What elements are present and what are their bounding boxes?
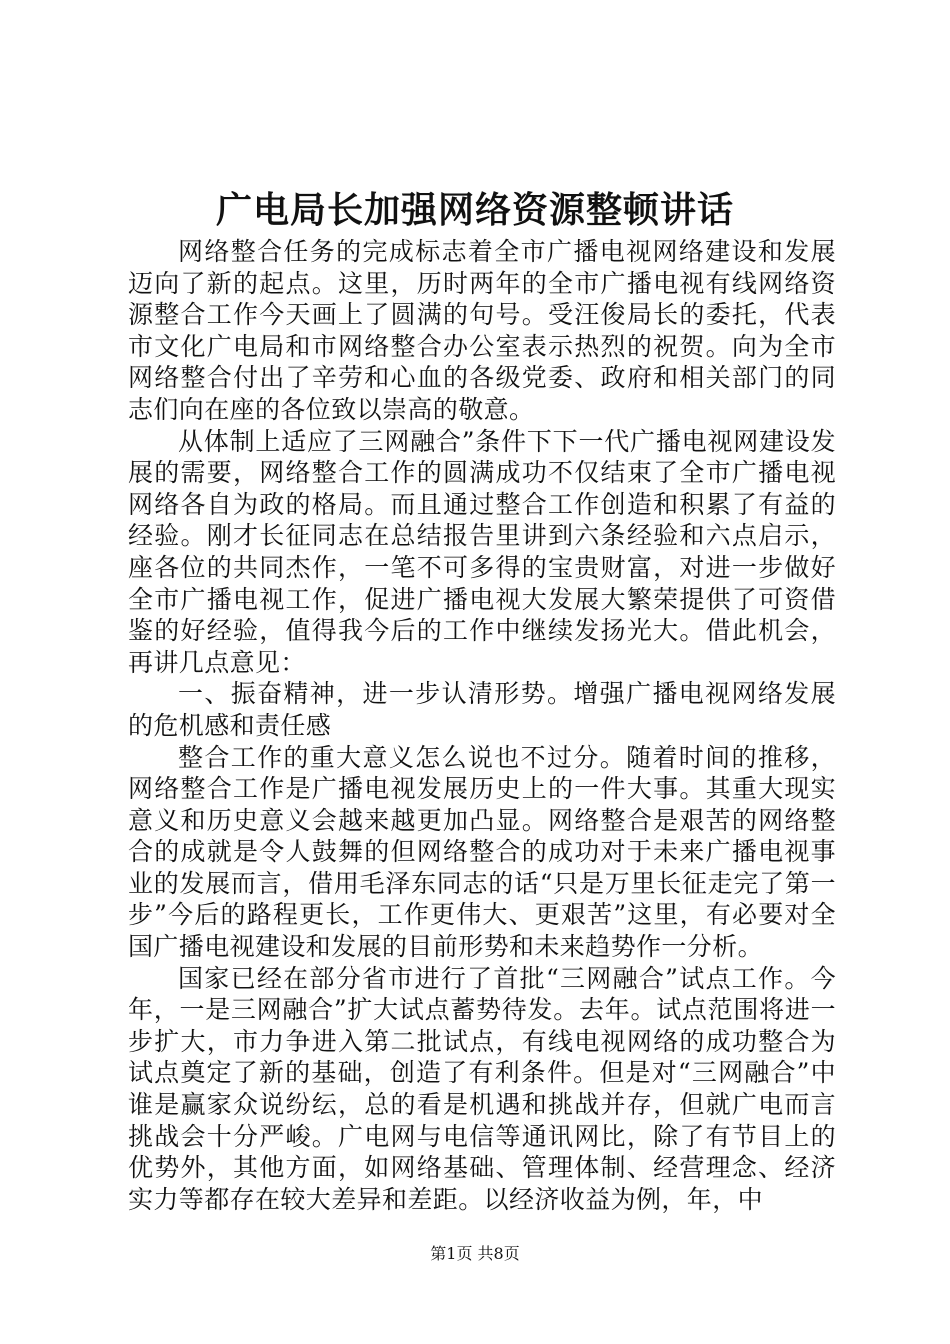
paragraph-3: 整合工作的重大意义怎么说也不过分。随着时间的推移，网络整合工作是广播电视发展历史上的一件大事。其重大现实意义和历史意义会越来越更加凸显。网络整合是艰苦的网络整合的成就是令人鼓舞的但网络整合的成功对于未来广播电视事业的发展而言，借用毛泽东同志的话“只是万里长征走完了第一步”今后的路程更长，工作更伟大、更艰苦”这里，有必要对全国广播电视建设和发展的目前形势和未来趋势作一分析。: [128, 742, 836, 962]
document-title: 广电局长加强网络资源整顿讲话: [215, 189, 734, 231]
document-body: [128, 236, 836, 1215]
paragraph-1: 网络整合任务的完成标志着全市广播电视网络建设和发展迈向了新的起点。这里，历时两年的全市广播电视有线网络资源整合工作今天画上了圆满的句号。受汪俊局长的委托，代表市文化广电局和市网络整合办公室表示热烈的祝贺。向为全市网络整合付出了辛劳和心血的各级党委、政府和相关部门的同志们向在座的各位致以崇高的敬意。: [128, 237, 836, 424]
section-heading-1: 一、振奋精神，进一步认清形势。增强广播电视网络发展的危机感和责任感: [128, 679, 836, 740]
paragraph-4: 国家已经在部分省市进行了首批“三网融合”试点工作。今年，一是三网融合”扩大试点蓄势待发。去年。试点范围将进一步扩大，市力争进入第二批试点，有线电视网络的成功整合为试点奠定了新的基础，创造了有利条件。但是对“三网融合”中谁是赢家众说纷纭，总的看是机遇和挑战并存，但就广电而言挑战会十分严峻。广电网与电信等通讯网比，除了有节目上的优势外，其他方面，如网络基础、管理体制、经营理念、经济实力等都存在较大差异和差距。以经济收益为例，年，中: [128, 963, 836, 1214]
paragraph-2: 从体制上适应了三网融合”条件下下一代广播电视网建设发展的需要，网络整合工作的圆满成功不仅结束了全市广播电视网络各自为政的格局。而且通过整合工作创造和积累了有益的经验。刚才长征同志在总结报告里讲到六条经验和六点启示，座各位的共同杰作，一笔不可多得的宝贵财富，对进一步做好全市广播电视工作，促进广播电视大发展大繁荣提供了可资借鉴的好经验，值得我今后的工作中继续发扬光大。借此机会，再讲几点意见：: [128, 426, 836, 677]
page-number-footer: 第1页 共8页: [430, 1244, 520, 1263]
